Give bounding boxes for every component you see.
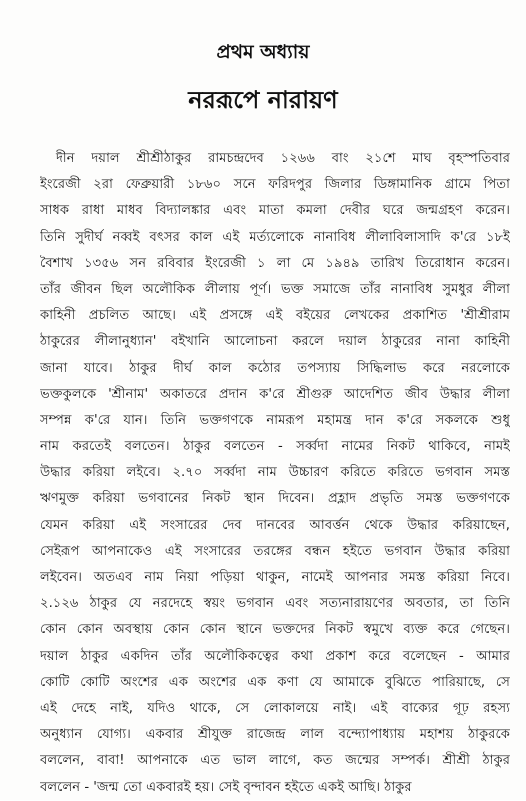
text-line: বৈশাখ ১৩৫৬ সন রবিবার ইংরেজী ১ লা মে ১৯৪৯ তারিখ তিরোধান করেন। [40,255,510,271]
text-line: ইংরেজী ২রা ফেব্রুয়ারী ১৮৬০ সনে ফরিদপুর জিলার ডিঙ্গামানিক গ্রামে পিতা [40,177,510,193]
body-paragraph [40,146,510,801]
text-line: এই দেহে নাই, যদিও থাকে, সে লোকালয়ে নাই। এই বাক্যের গূঢ় রহস্য [40,700,510,716]
text-line: ভক্তকুলকে 'শ্রীনাম' অকাতরে প্রদান ক'রে শ্রীগুরু আদেশিত জীব উদ্ধার লীলা [40,386,510,402]
text-line: কোটি কোটি অংশের এক অংশের এক কণা যে আমাকে বুঝিতে পারিয়াছে, সে [40,674,510,690]
chapter-label: প্রথম অধ্যায় [216,41,310,63]
text-line: ঋণমুক্ত করিয়া ভগবানের নিকট স্থান দিবেন। প্রহ্লাদ প্রভৃতি সমস্ত ভক্তগণকে [40,491,510,507]
text-line: ২.১২৬ ঠাকুর যে নরদেহে স্বয়ং ভগবান এবং সত্যনারায়ণের অবতার, তা তিনি [40,596,510,612]
text-line: বললেন - 'জন্ম তো একবারই হয়। সেই বৃন্দাবন হইতে একই আছি। ঠাকুর [40,779,412,795]
text-line: জানা যাবে। ঠাকুর দীর্ঘ কাল কঠোর তপস্যায় সিদ্ধিলাভ করে নরলোকে [40,360,510,376]
text-line: যেমন করিয়া এই সংসারের দেব দানবের আবর্ত্তন থেকে উদ্ধার করিয়াছেন, [40,517,510,533]
text-line: বললেন, বাবা! আপনাকে এত ভাল লাগে, কত জন্মের সম্পর্ক। শ্রীশ্রী ঠাকুর [40,753,510,769]
text-line: ঠাকুরের লীলানুধ্যান' বইখানি আলোচনা করলে দয়াল ঠাকুরের নানা কাহিনী [40,334,510,350]
text-line: উদ্ধার করিয়া লইবে। ২.৭০ সর্ব্বদা নাম উচ্চারণ করিতে করিতে ভগবান সমস্ত [40,465,510,481]
text-line: কোন কোন অবস্থায় কোন কোন স্থানে ভক্তদের নিকট স্বমুখে ব্যক্ত করে গেছেন। [40,622,510,638]
text-line: দীন দয়াল শ্রীশ্রীঠাকুর রামচন্দ্রদেব ১২৬৬ বাং ২১শে মাঘ বৃহস্পতিবার [56,151,510,166]
chapter-title: নররূপে নারায়ণ [188,86,338,114]
text-line: তাঁর জীবন ছিল অলৌকিক লীলায় পূর্ণ। ভক্ত সমাজে তাঁর নানাবিধ সুমধুর লীলা [40,281,510,297]
text-line: সাধক রাধা মাধব বিদ্যালঙ্কার এবং মাতা কমলা দেবীর ঘরে জন্মগ্রহণ করেন। [40,203,510,219]
text-line: নাম করতেই বলতেন। ঠাকুর বলতেন - সর্ব্বদা নামের নিকট থাকিবে, নামই [40,439,510,455]
text-line: সম্পন্ন ক'রে যান। তিনি ভক্তগণকে নামরূপ মহামন্ত্র দান ক'রে সকলকে শুধু [40,412,510,428]
text-line: দয়াল ঠাকুর একদিন তাঁর অলৌকিকত্বের কথা প্রকাশ করে বলেছেন - আমার [40,648,510,664]
text-line: লইবেন। অতএব নাম নিয়া পড়িয়া থাকুন, নামেই আপনার সমস্ত করিয়া নিবে। [40,570,510,585]
text-line: কাহিনী প্রচলিত আছে। এই প্রসঙ্গে এই বইয়ের লেখকের প্রকাশিত 'শ্রীশ্রীরাম [40,308,510,324]
text-line: তিনি সুদীর্ঘ নব্বই বৎসর কাল এই মর্ত্যলোকে নানাবিধ লীলাবিলাসাদি ক'রে ১৮ই [40,229,510,245]
text-line: অনুধ্যান যোগ্য। একবার শ্রীযুক্ত রাজেন্দ্র লাল বন্দ্যোপাধ্যায় মহাশয় ঠাকুরকে [40,727,510,743]
text-line: সেইরূপ আপনাকেও এই সংসারের তরঙ্গের বন্ধন হইতে ভগবান উদ্ধার করিয়া [40,543,510,559]
